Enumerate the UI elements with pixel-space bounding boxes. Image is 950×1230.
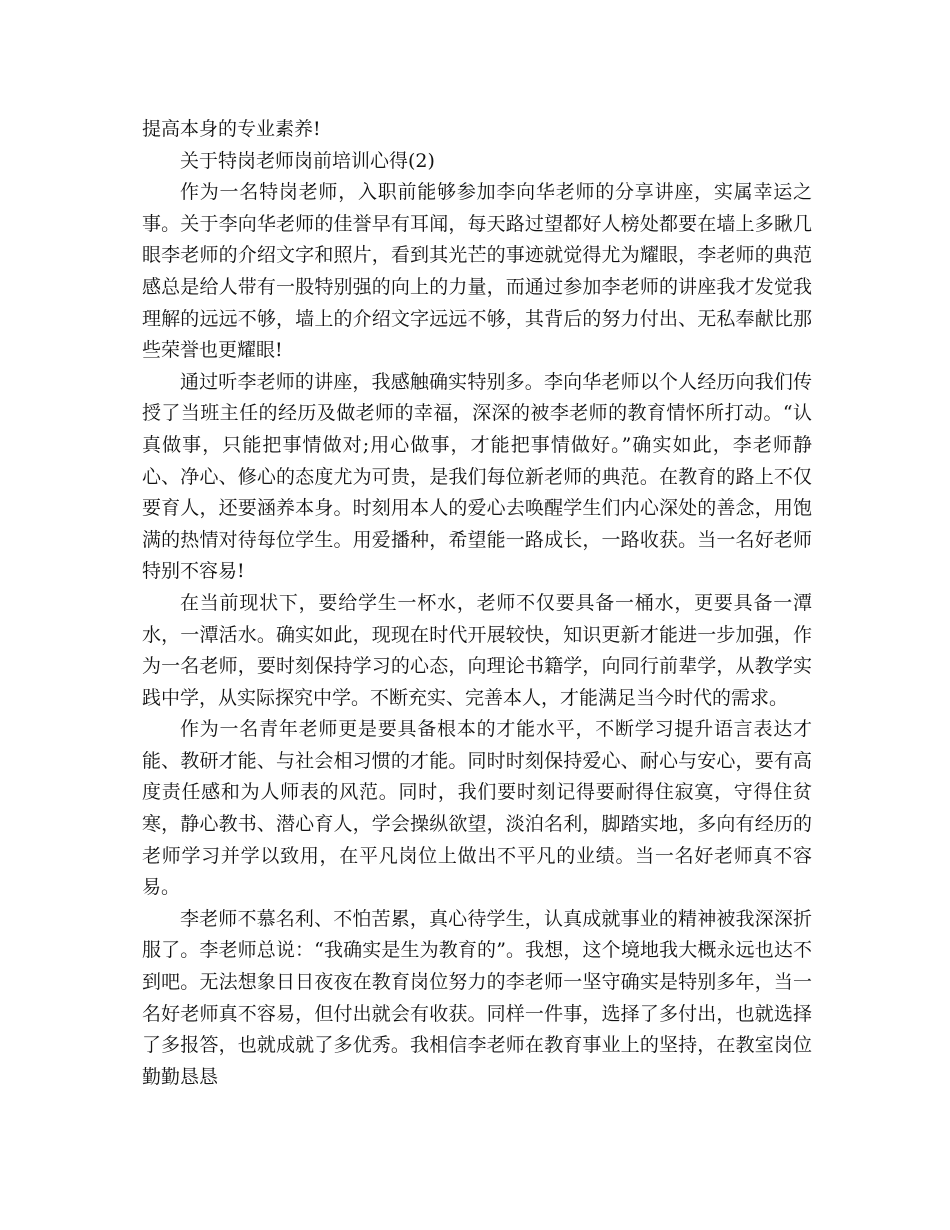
- paragraph-2: 通过听李老师的讲座，我感触确实特别多。李向华老师以个人经历向我们传授了当班主任的经历及做老师的幸福，深深的被李老师的教育情怀所打动。“认真做事，只能把事情做对;用心做事，才能把事情做好。”确实如此，李老师静心、净心、修心的态度尤为可贵，是我们每位新老师的典范。在教育的路上不仅要育人，还要涵养本身。时刻用本人的爱心去唤醒学生们内心深处的善念，用饱满的热情对待每位学生。用爱播种，希望能一路成长，一路收获。当一名好老师特别不容易!: [142, 370, 812, 583]
- paragraph-3: 在当前现状下，要给学生一杯水，老师不仅要具备一桶水，更要具备一潭水，一潭活水。确实如此，现现在时代开展较快，知识更新才能进一步加强，作为一名老师，要时刻保持学习的心态，向理论书籍学，向同行前辈学，从教学实践中学，从实际探究中学。不断充实、完善本人，才能满足当今时代的需求。: [142, 591, 812, 709]
- paragraph-1: 作为一名特岗老师，入职前能够参加李向华老师的分享讲座，实属幸运之事。关于李向华老师的佳誉早有耳闻，每天路过望都好人榜处都要在墙上多瞅几眼李老师的介绍文字和照片，看到其光芒的事迹就觉得尤为耀眼，李老师的典范感总是给人带有一股特别强的向上的力量，而通过参加李老师的讲座我才发觉我理解的远远不够，墙上的介绍文字远远不够，其背后的努力付出、无私奉献比那些荣誉也更耀眼!: [142, 181, 812, 362]
- paragraph-5: 李老师不慕名利、不怕苦累，真心待学生，认真成就事业的精神被我深深折服了。李老师总说：“我确实是生为教育的”。我想，这个境地我大概永远也达不到吧。无法想象日日夜夜在教育岗位努力的李老师一坚守确实是特别多年，当一名好老师真不容易，但付出就会有收获。同样一件事，选择了多付出，也就选择了多报答，也就成就了多优秀。我相信李老师在教育事业上的坚持，在教室岗位勤勤恳恳: [142, 907, 812, 1088]
- section-title: 关于特岗老师岗前培训心得(2): [180, 149, 435, 172]
- continuation-line: 提高本身的专业素养!: [142, 118, 321, 140]
- document-page: [142, 114, 812, 1093]
- paragraph-4: 作为一名青年老师更是要具备根本的才能水平，不断学习提升语言表达才能、教研才能、与社会相习惯的才能。同时时刻保持爱心、耐心与安心，要有高度责任感和为人师表的风范。同时，我们要时刻记得要耐得住寂寞，守得住贫寒，静心教书、潜心育人，学会操纵欲望，淡泊名利，脚踏实地，多向有经历的老师学习并学以致用，在平凡岗位上做出不平凡的业绩。当一名好老师真不容易。: [142, 718, 812, 899]
